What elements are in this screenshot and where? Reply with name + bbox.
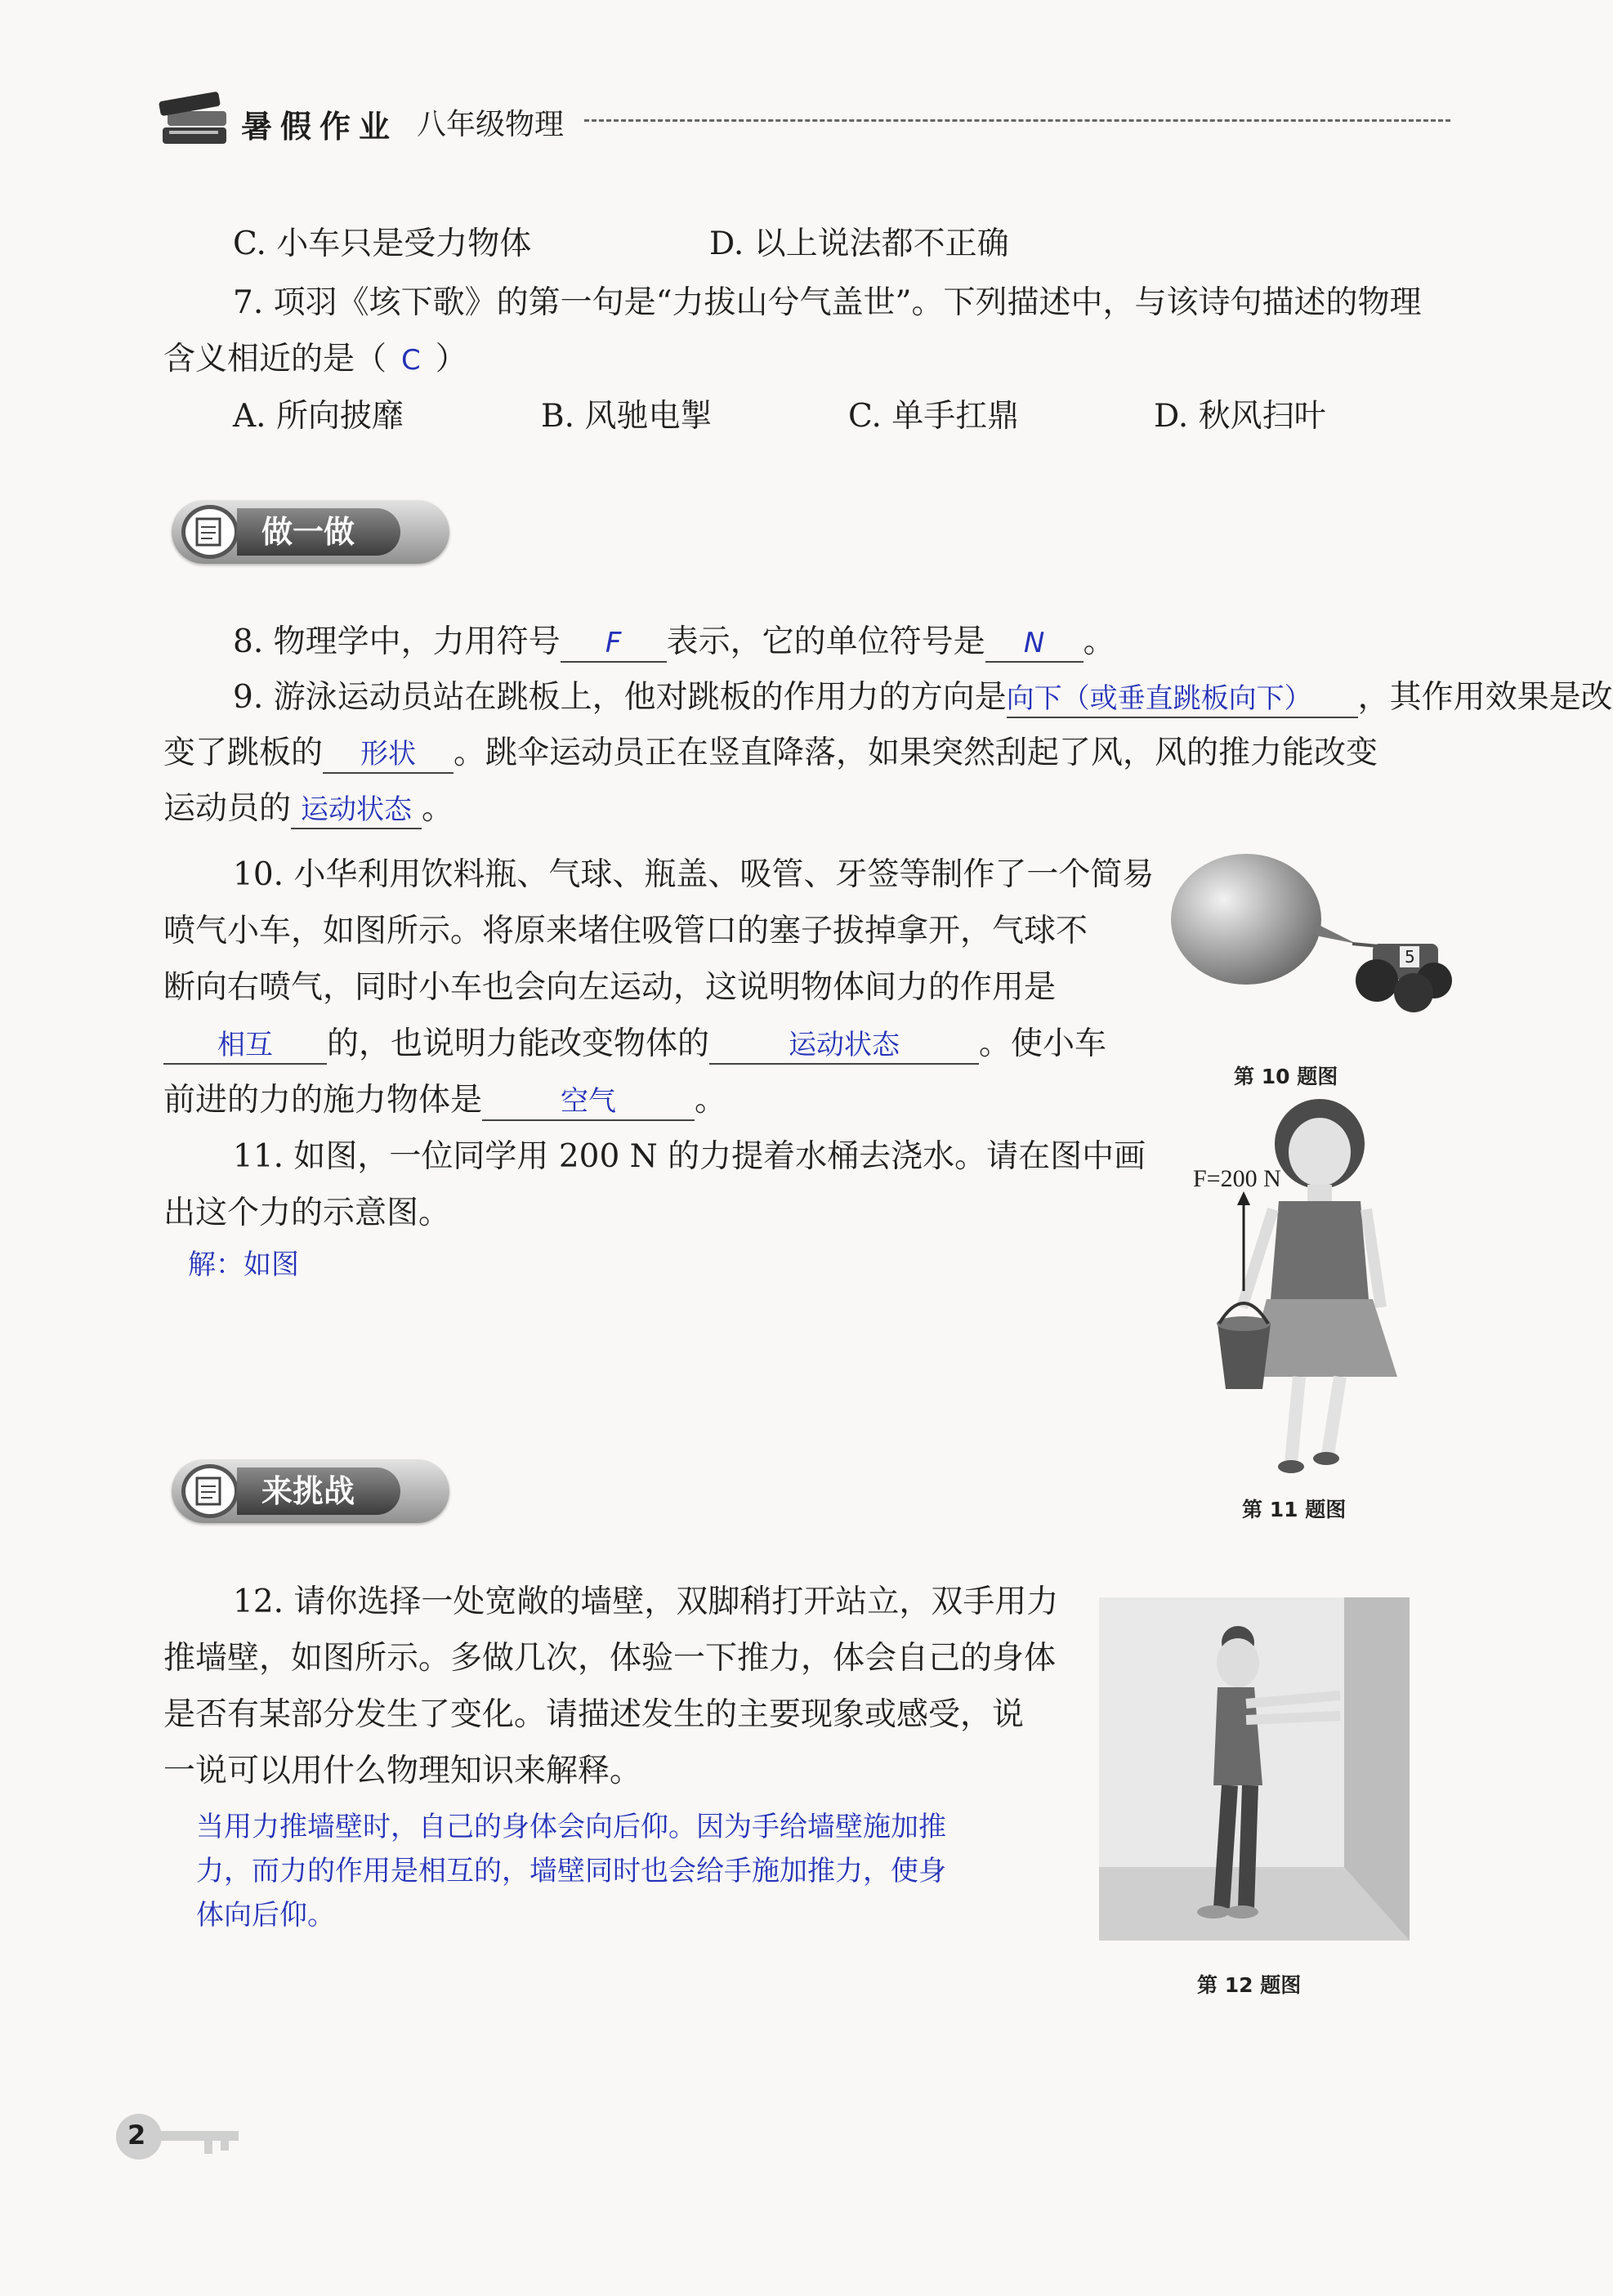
- page-number: 2: [127, 2120, 146, 2151]
- car-number: 5: [1405, 947, 1415, 967]
- q7-stem-pre: 含义相近的是（: [163, 341, 387, 377]
- figure-12-caption: 第 12 题图: [1197, 1973, 1302, 1997]
- q7-stem-line1: 7. 项羽《垓下歌》的第一句是“力拔山兮气盖世”。下列描述中，与该诗句描述的物理: [233, 284, 1422, 321]
- header-rule: [584, 119, 1450, 122]
- q10-blank-2: [709, 1025, 979, 1065]
- q7-option-c: C. 单手扛鼎: [848, 398, 1020, 435]
- q10-line4-post: 。使小车: [979, 1025, 1107, 1062]
- q10-line5: [163, 1071, 726, 1130]
- q8: [233, 613, 1115, 672]
- figure-11: [1177, 1095, 1438, 1536]
- q9-line3-post: 。: [422, 790, 454, 827]
- q9-line3-pre: 运动员的: [163, 790, 292, 827]
- q9-answer-2: 形状: [360, 738, 417, 771]
- q7-option-a: A. 所向披靡: [233, 398, 404, 435]
- q10-line4: [163, 1015, 1106, 1074]
- section-challenge-label: 来挑战: [237, 1467, 400, 1515]
- girl-with-bucket-illustration: [1177, 1095, 1438, 1479]
- q11-line1: 11. 如图，一位同学用 200 N 的力提着水桶去浇水。请在图中画: [233, 1138, 1146, 1175]
- q10-line3: 断向右喷气，同时小车也会向左运动，这说明物体间力的作用是: [163, 969, 1057, 1006]
- q7-stem-line2: [163, 330, 467, 390]
- figure-11-caption: 第 11 题图: [1242, 1498, 1347, 1521]
- q8-blank-1: [561, 623, 667, 663]
- q9-blank-3: [291, 790, 422, 829]
- q12-line1: 12. 请你选择一处宽敞的墙壁，双脚稍打开站立，双手用力: [233, 1584, 1059, 1620]
- q9-line2: [163, 724, 1378, 783]
- q9-line2-pre: 变了跳板的: [163, 735, 324, 771]
- header-subtitle: 八年级物理: [417, 108, 565, 141]
- section-challenge: [172, 1459, 449, 1523]
- force-label: F=200 N: [1193, 1165, 1281, 1192]
- q7-option-d: D. 秋风扫叶: [1154, 398, 1326, 435]
- q9-answer-3: 运动状态: [301, 793, 413, 826]
- q9-answer-1: 向下（或垂直跳板向下）: [1006, 682, 1312, 715]
- q10-line5-post: 。: [695, 1082, 727, 1119]
- q10-blank-3: [482, 1082, 695, 1121]
- q10-answer-3: 空气: [561, 1085, 617, 1118]
- q6-option-c: C. 小车只是受力物体: [233, 226, 532, 262]
- q9-line2-post: 。跳伞运动员正在竖直降落，如果突然刮起了风，风的推力能改变: [454, 735, 1378, 771]
- books-icon: [159, 85, 233, 150]
- q6-option-d: D. 以上说法都不正确: [709, 226, 1009, 262]
- q9-line3: [163, 779, 454, 838]
- notepad-icon-2: [181, 1464, 239, 1518]
- balloon-car-illustration: [1168, 842, 1446, 1046]
- pushing-wall-illustration: [1099, 1597, 1410, 1941]
- q8-text-pre: 8. 物理学中，力用符号: [233, 623, 561, 660]
- notepad-icon: [181, 505, 239, 559]
- q9-blank-1: [1007, 679, 1358, 718]
- q10-line5-pre: 前进的力的施力物体是: [163, 1082, 483, 1119]
- q12-line4: 一说可以用什么物理知识来解释。: [163, 1753, 642, 1789]
- q8-answer-1: F: [605, 627, 622, 659]
- q10-line2: 喷气小车，如图所示。将原来堵住吸管口的塞子拔掉拿开，气球不: [163, 913, 1088, 949]
- section-do-it-label: 做一做: [237, 508, 400, 556]
- q9-text-pre: 9. 游泳运动员站在跳板上，他对跳板的作用力的方向是: [233, 679, 1007, 716]
- section-do-it: [172, 500, 449, 564]
- q9-blank-2: [323, 735, 454, 774]
- q12-answer-line2: 力，而力的作用是相互的，墙壁同时也会给手施加推力，使身: [196, 1855, 946, 1887]
- q8-answer-2: N: [1023, 627, 1045, 659]
- q8-text-post: 。: [1083, 623, 1115, 660]
- q10-line4-mid: 的，也说明力能改变物体的: [327, 1025, 710, 1062]
- q8-text-mid: 表示，它的单位符号是: [666, 623, 985, 660]
- q7-answer: C: [401, 344, 421, 377]
- header: [159, 82, 1450, 155]
- q10-blank-1: [163, 1025, 327, 1065]
- figure-12: [1099, 1597, 1410, 1998]
- header-title: 暑假作业: [241, 109, 399, 145]
- q12-line3: 是否有某部分发生了变化。请描述发生的主要现象或感受，说: [163, 1696, 1025, 1733]
- q9-text-post: ，其作用效果是改: [1357, 679, 1613, 716]
- q7-option-b: B. 风驰电掣: [541, 398, 713, 435]
- footer-page-number: [106, 2108, 253, 2169]
- q12-line2: 推墙壁，如图所示。多做几次，体验一下推力，体会自己的身体: [163, 1640, 1057, 1677]
- q10-answer-2: 运动状态: [789, 1029, 900, 1061]
- q9-line1: [233, 668, 1613, 727]
- q8-blank-2: [985, 623, 1084, 663]
- q12-answer-line3: 体向后仰。: [196, 1899, 335, 1932]
- q12-answer-line1: 当用力推墙壁时，自己的身体会向后仰。因为手给墙壁施加推: [196, 1811, 946, 1843]
- figure-10: [1168, 842, 1446, 1095]
- q11-answer: 解：如图: [188, 1249, 299, 1281]
- q11-line2: 出这个力的示意图。: [163, 1195, 451, 1231]
- q10-answer-1: 相互: [217, 1029, 273, 1061]
- q10-line1: 10. 小华利用饮料瓶、气球、瓶盖、吸管、牙签等制作了一个简易: [233, 856, 1155, 893]
- figure-10-caption: 第 10 题图: [1234, 1065, 1338, 1088]
- q7-stem-post: ）: [435, 341, 467, 377]
